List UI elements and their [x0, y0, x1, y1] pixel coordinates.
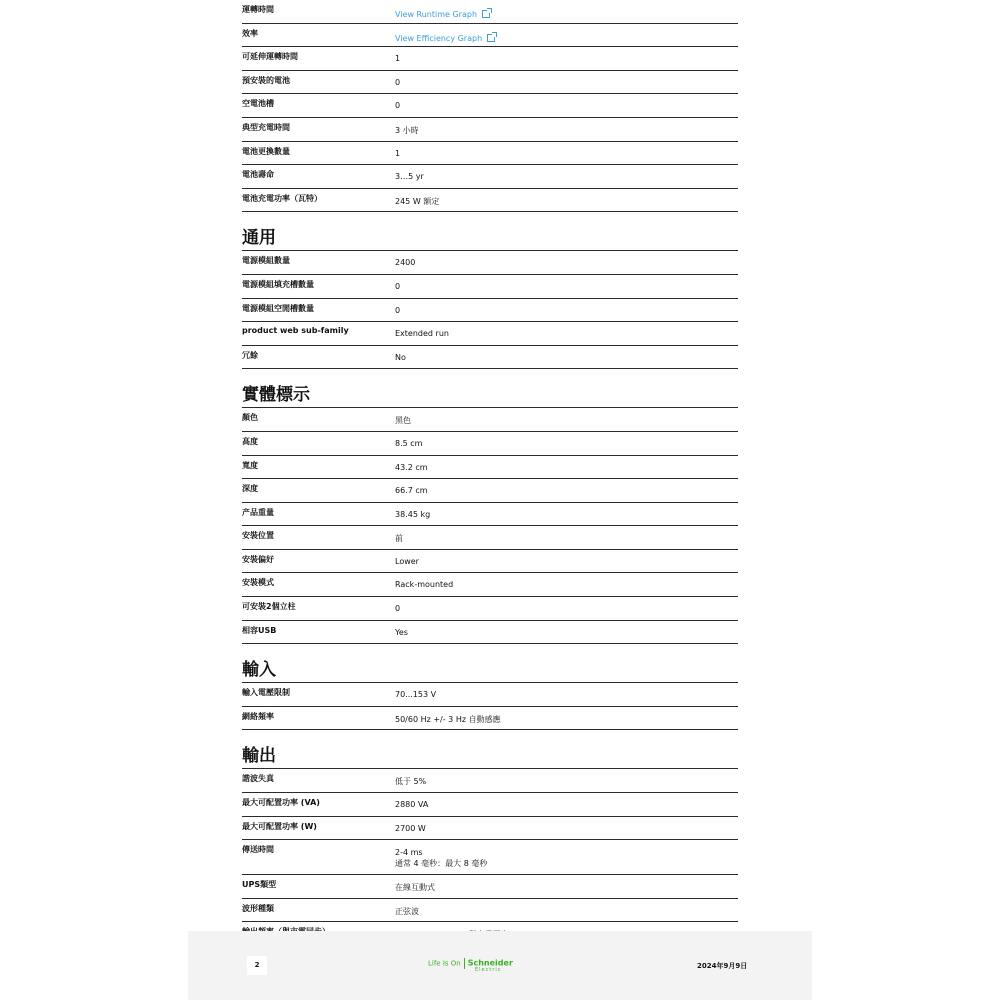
spec-key: 典型充電時間: [242, 122, 290, 132]
section-header: [242, 644, 738, 683]
spec-key: 效率: [242, 28, 258, 38]
spec-row: [242, 479, 738, 503]
spec-value: 低于 5%: [395, 777, 427, 787]
spec-value: 在線互動式: [395, 883, 435, 893]
spec-value: 43.2 cm: [395, 462, 428, 472]
spec-value: 2700 W: [395, 823, 426, 833]
spec-row: [242, 24, 738, 48]
brand-tagline: Life Is On: [428, 959, 461, 968]
spec-key: 冗餘: [242, 350, 258, 360]
spec-key: 安裝模式: [242, 578, 274, 588]
spec-value: 66.7 cm: [395, 486, 428, 496]
spec-value: 1: [395, 54, 401, 64]
spec-row: [242, 683, 738, 707]
spec-row: [242, 251, 738, 275]
spec-value: 0: [395, 305, 401, 315]
page-footer: [188, 931, 812, 1000]
spec-row: [242, 769, 738, 793]
spec-key: 安裝位置: [242, 531, 274, 541]
spec-key: 产品重量: [242, 507, 274, 517]
spec-value: 1: [395, 148, 401, 158]
spec-row: [242, 456, 738, 480]
spec-value: 70...153 V: [395, 690, 437, 700]
spec-key: 運轉時間: [242, 5, 274, 14]
spec-value: 3 小時: [395, 125, 419, 135]
spec-value: 2400: [395, 258, 416, 268]
spec-key: 諧波失真: [242, 774, 274, 784]
spec-row: [242, 597, 738, 621]
spec-row: [242, 432, 738, 456]
spec-key: 最大可配置功率 (W): [242, 821, 317, 831]
brand-name: Schneider: [467, 958, 513, 968]
efficiency-graph-link[interactable]: View Efficiency Graph: [395, 33, 495, 43]
spec-row: [242, 503, 738, 527]
spec-key: 電池充電功率（瓦特）: [242, 193, 322, 203]
spec-value: 0: [395, 101, 401, 111]
spec-key: 電源模組填充槽數量: [242, 279, 314, 289]
spec-row: [242, 550, 738, 574]
spec-key: 波形種類: [242, 903, 274, 913]
spec-row: [242, 793, 738, 817]
spec-value: 正弦波: [395, 906, 419, 916]
brand-logo: [428, 958, 513, 973]
spec-key: 輸入電壓限制: [242, 688, 290, 698]
spec-row: [242, 840, 738, 875]
section-title: 通用: [242, 228, 276, 249]
spec-row: [242, 0, 738, 24]
section-header: [242, 212, 738, 251]
spec-key: 電池壽命: [242, 170, 274, 180]
spec-key: UPS類型: [242, 880, 277, 890]
spec-value: No: [395, 352, 406, 362]
page-number: 2: [247, 956, 267, 975]
spec-value: 黑色: [395, 416, 411, 426]
spec-key: 可延伸運轉時間: [242, 52, 298, 62]
spec-row: [242, 573, 738, 597]
spec-value: Yes: [395, 627, 408, 637]
spec-row: [242, 707, 738, 731]
spec-row: [242, 47, 738, 71]
spec-row: [242, 275, 738, 299]
spec-key: 電源模組數量: [242, 256, 290, 266]
spec-value: 0: [395, 604, 401, 614]
spec-row: [242, 142, 738, 166]
spec-row: [242, 899, 738, 923]
spec-value: 2-4 ms 通常 4 毫秒：最大 8 毫秒: [395, 848, 488, 869]
section-title: 輸出: [242, 746, 276, 767]
spec-value: 38.45 kg: [395, 509, 431, 519]
spec-key: 可安裝2個立柱: [242, 602, 296, 612]
spec-value: 8.5 cm: [395, 438, 423, 448]
spec-value: 3…5 yr: [395, 172, 424, 182]
spec-row: [242, 94, 738, 118]
spec-row: [242, 875, 738, 899]
spec-key: 預安裝的電池: [242, 75, 290, 85]
section-title: 實體標示: [242, 385, 310, 406]
spec-row: [242, 817, 738, 841]
external-link-icon: [487, 34, 495, 42]
spec-row: [242, 118, 738, 142]
brand-subname: Electric: [475, 967, 502, 973]
spec-key: 高度: [242, 436, 258, 446]
spec-value: 2880 VA: [395, 800, 429, 810]
spec-row: [242, 408, 738, 432]
spec-key: 網絡頻率: [242, 711, 274, 721]
spec-value: 50/60 Hz +/- 3 Hz 自動感應: [395, 714, 501, 724]
spec-row: [242, 299, 738, 323]
spec-key: 電池更換數量: [242, 146, 290, 156]
spec-key: 傳送時間: [242, 845, 274, 855]
spec-key: 安裝偏好: [242, 554, 274, 564]
spec-value: Rack-mounted: [395, 580, 454, 590]
spec-row: [242, 621, 738, 645]
spec-key: 顏色: [242, 413, 258, 423]
runtime-graph-link[interactable]: View Runtime Graph: [395, 9, 490, 19]
spec-key: 空電池槽: [242, 99, 274, 109]
section-title: 輸入: [242, 660, 276, 681]
document-date: 2024年9月9日: [697, 962, 748, 970]
spec-row: [242, 526, 738, 550]
section-header: [242, 730, 738, 769]
spec-value: 前: [395, 534, 403, 544]
section-header: [242, 369, 738, 408]
spec-row: [242, 189, 738, 213]
spec-value: 0: [395, 77, 401, 87]
external-link-icon: [482, 10, 490, 18]
spec-value: 245 W 額定: [395, 196, 440, 206]
spec-row: [242, 322, 738, 346]
spec-key: 電源模組空閒槽數量: [242, 303, 314, 313]
spec-row: [242, 165, 738, 189]
brand-divider: [464, 958, 465, 969]
spec-value: 0: [395, 281, 401, 291]
spec-sheet: [242, 0, 738, 945]
spec-key: 最大可配置功率 (VA): [242, 798, 320, 808]
spec-key: 寬度: [242, 460, 258, 470]
spec-key: product web sub-family: [242, 326, 349, 336]
spec-value: Lower: [395, 556, 419, 566]
spec-row: [242, 346, 738, 370]
spec-value: Extended run: [395, 329, 449, 339]
spec-key: 相容USB: [242, 625, 277, 635]
spec-key: 深度: [242, 484, 258, 494]
spec-row: [242, 71, 738, 95]
